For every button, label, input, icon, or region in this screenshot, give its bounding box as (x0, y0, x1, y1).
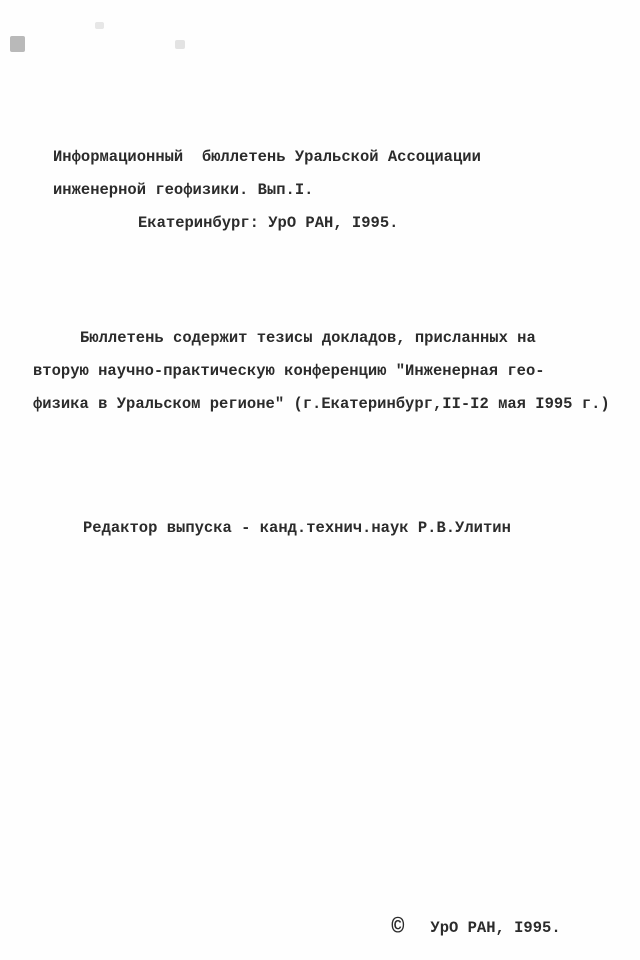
imprint-publisher-line: Екатеринбург: УрО РАН, I995. (138, 214, 399, 232)
copyright-icon: © (391, 915, 405, 940)
editor-line: Редактор выпуска - канд.технич.наук Р.В.Улитин (83, 519, 511, 537)
copyright-text: УрО РАН, I995. (430, 919, 561, 937)
scan-smudge-top-left (10, 36, 25, 52)
editor-block (83, 512, 511, 545)
abstract-line-2: вторую научно-практическую конференцию "Инженерная гео- (33, 362, 545, 380)
copyright-block (354, 878, 561, 960)
imprint-line-1: Информационный бюллетень Уральской Ассоциации (53, 148, 481, 166)
imprint-block (53, 141, 481, 240)
imprint-line-2: инженерной геофизики. Вып.I. (53, 181, 314, 199)
abstract-line-3: физика в Уральском регионе" (г.Екатеринбург,II-I2 мая I995 г.) (33, 395, 610, 413)
scan-smudge-top-mid-left (175, 40, 185, 49)
scan-smudge-top-center (95, 22, 104, 29)
abstract-block (33, 322, 610, 421)
abstract-line-1: Бюллетень содержит тезисы докладов, присланных на (80, 329, 536, 347)
